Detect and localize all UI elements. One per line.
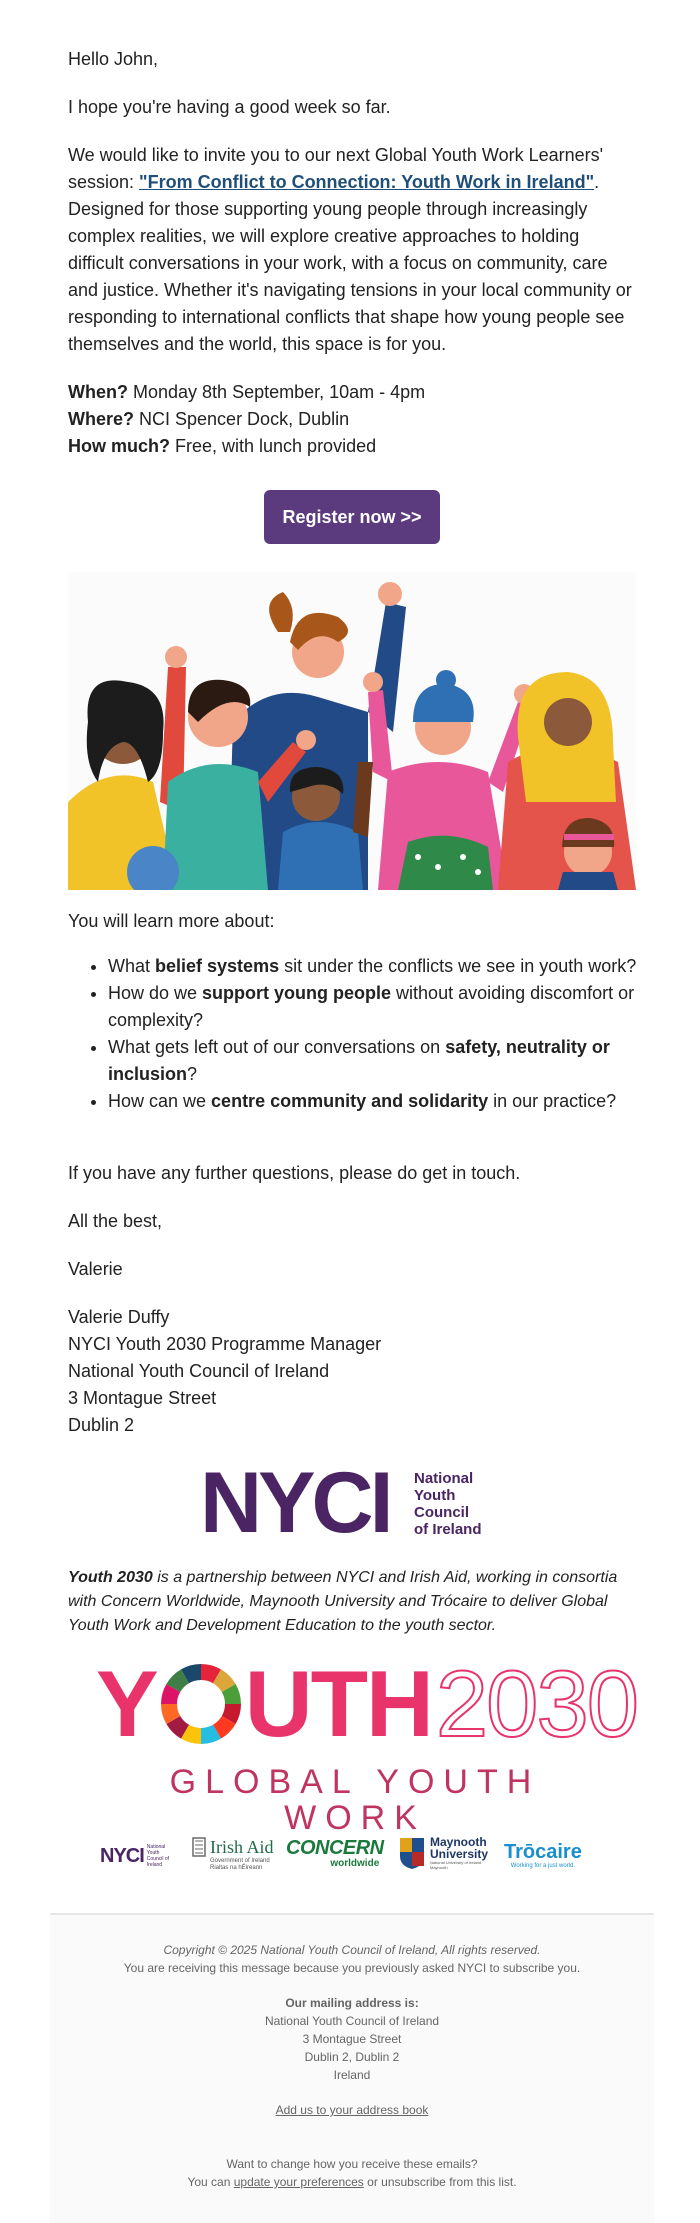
register-now-button[interactable]: Register now >> <box>264 490 440 544</box>
crowd-illustration <box>68 572 636 890</box>
mailing-address-line: Dublin 2, Dublin 2 <box>304 2050 400 2064</box>
signer-first-name: Valerie <box>68 1259 123 1279</box>
nyci-wordmark: NYCI <box>200 1455 390 1551</box>
preferences-line: You can update your preferences or unsubscribe from this list. <box>187 2175 517 2189</box>
add-to-address-book-link[interactable]: Add us to your address book <box>275 2103 429 2117</box>
nyci-full-name: National Youth Council of Ireland <box>414 1470 482 1538</box>
nyci-logo <box>200 1455 510 1551</box>
event-where: Where? NCI Spencer Dock, Dublin <box>68 409 350 429</box>
youth2030-logo <box>96 1651 638 1837</box>
learn-heading: You will learn more about: <box>68 911 275 931</box>
mailing-address-heading: Our mailing address is: <box>285 1996 419 2010</box>
event-cost: How much? Free, with lunch provided <box>68 436 377 456</box>
signature-city: Dublin 2 <box>68 1415 135 1435</box>
event-when: When? Monday 8th September, 10am - 4pm <box>68 382 426 402</box>
list-item: • What gets left out of our conversations on safety, neutrality or inclusion? <box>108 1034 638 1088</box>
mailing-address-line: 3 Montague Street <box>302 2032 402 2046</box>
signoff-text: All the best, <box>68 1211 163 1231</box>
copyright-text: Copyright © 2025 National Youth Council of Ireland, All rights reserved. <box>163 1943 541 1957</box>
mailing-address-line: National Youth Council of Ireland <box>264 2014 440 2028</box>
session-title-link[interactable]: "From Conflict to Connection: Youth Work in Ireland" <box>139 172 595 192</box>
hero-illustration <box>68 572 636 890</box>
concern-logo: CONCERN worldwide <box>286 1837 384 1869</box>
email-closing <box>68 1160 638 1439</box>
partnership-text: Youth 2030 is a partnership between NYCI and Irish Aid, working in consortia with Concern Worldwide, Maynooth University and Trócaire to deliver Global Youth Work and Development Education to the youth sector. <box>68 1569 618 1634</box>
signature-name: Valerie Duffy <box>68 1307 170 1327</box>
learn-section <box>68 908 638 1115</box>
update-preferences-link[interactable]: update your preferences <box>233 2175 364 2189</box>
youth2030-subtitle: GLOBAL YOUTH WORK <box>169 1763 541 1837</box>
nyci-small-logo: NYCI National Youth Council of Ireland <box>100 1844 170 1868</box>
maynooth-crest-icon <box>398 1836 426 1870</box>
signature-street: 3 Montague Street <box>68 1388 217 1408</box>
list-item: • What belief systems sit under the conflicts we see in youth work? <box>108 953 638 980</box>
irish-aid-logo: Irish Aid Government of Ireland Rialtas na hÉireann <box>190 1836 274 1872</box>
sdg-wheel-icon <box>159 1662 243 1746</box>
youth-y: Y <box>96 1651 157 1756</box>
signature-org: National Youth Council of Ireland <box>68 1361 330 1381</box>
list-item: • How can we centre community and solidarity in our practice? <box>108 1088 638 1115</box>
trocaire-logo: Trōcaire Working for a just world. <box>504 1841 582 1869</box>
learn-list <box>68 953 638 1115</box>
youth-uth: UTH <box>244 1651 432 1756</box>
partner-logos <box>96 1836 606 1876</box>
invite-paragraph: We would like to invite you to our next Global Youth Work Learners' session: "From Conflict to Connection: Youth Work in Ireland". Designed for those supporting young people through increasingly complex realities, we will explore creative approaches to holding difficult conversations in your work, with a focus on community, care and justice. Whether it's navigating tensions in your local community or responding to international conflicts that shape how young people see themselves and the world, this space is for you. <box>68 145 632 354</box>
maynooth-logo: Maynooth University National University of Ireland Maynooth <box>398 1836 490 1870</box>
subscription-reason: You are receiving this message because you previously asked NYCI to subscribe you. <box>123 1961 581 1975</box>
youth-year: 2030 <box>435 1651 638 1756</box>
list-item: • How do we support young people without avoiding discomfort or complexity? <box>108 980 638 1034</box>
change-emails-question: Want to change how you receive these emails? <box>226 2157 478 2171</box>
signature-title: NYCI Youth 2030 Programme Manager <box>68 1334 382 1354</box>
intro-text: I hope you're having a good week so far. <box>68 97 391 117</box>
harp-icon <box>190 1836 208 1858</box>
email-footer <box>50 1913 654 2223</box>
questions-text: If you have any further questions, please do get in touch. <box>68 1163 521 1183</box>
email-body-intro <box>68 46 638 460</box>
greeting: Hello John, <box>68 49 159 69</box>
mailing-address-line: Ireland <box>333 2068 371 2082</box>
